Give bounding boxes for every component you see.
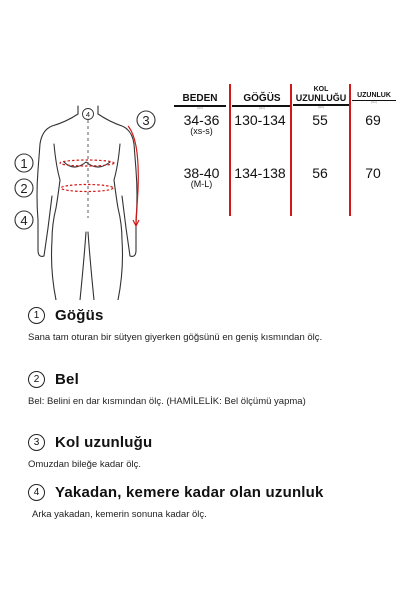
svg-text:4: 4 <box>85 110 91 119</box>
table-row-1-gogus: 130-134 <box>234 112 286 128</box>
table-row-2-uzunluk: 70 <box>365 165 381 181</box>
legend-item-kol-uzunlugu <box>28 434 398 472</box>
svg-text:3: 3 <box>142 113 150 128</box>
header-uzunluk: UZUNLUK (cm) <box>352 92 396 104</box>
legend-title: Bel <box>55 371 79 388</box>
legend-title: Yakadan, kemere kadar olan uzunluk <box>55 484 324 501</box>
body-figure <box>0 100 170 300</box>
legend-description: Arka yakadan, kemerin sonuna kadar ölç. <box>32 509 207 520</box>
legend-description: Omuzdan bileğe kadar ölç. <box>28 459 142 470</box>
svg-text:1: 1 <box>20 156 28 171</box>
body-silhouette-illustration <box>0 100 170 300</box>
legend-description: Bel: Belini en dar kısmından ölç. (HAMİLELİK: Bel ölçümü yapma) <box>28 396 306 407</box>
table-row-1-kol: 55 <box>312 112 328 128</box>
number-badge: 1 <box>28 307 45 324</box>
number-badge: 3 <box>28 434 45 451</box>
legend-item-gogus <box>28 307 398 345</box>
svg-text:2: 2 <box>20 181 28 196</box>
number-badge: 4 <box>28 484 45 501</box>
table-row-1-size: 34-36 (xs-s) <box>183 112 220 136</box>
table-row-2-kol: 56 <box>312 165 328 181</box>
table-row-1-uzunluk: 69 <box>365 112 381 128</box>
column-divider <box>290 84 292 216</box>
number-badge: 2 <box>28 371 45 388</box>
legend-title: Göğüs <box>55 307 104 324</box>
svg-text:4: 4 <box>20 213 28 228</box>
legend-item-bel <box>28 371 398 409</box>
header-kol-uzunlugu: KOL UZUNLUĞU (cm) <box>293 84 349 109</box>
header-beden: BEDEN (cm) <box>174 93 226 110</box>
legend-item-uzunluk <box>28 484 398 522</box>
column-divider <box>349 84 351 216</box>
column-divider <box>229 84 231 216</box>
table-row-2-gogus: 134-138 <box>234 165 286 181</box>
size-table <box>174 82 396 217</box>
header-gogus: GÖĞÜS (cm) <box>232 93 292 110</box>
legend-description: Sana tam oturan bir sütyen giyerken göğsünü en geniş kısmından ölç. <box>28 332 323 343</box>
legend-title: Kol uzunluğu <box>55 434 153 451</box>
table-row-2-size: 38-40 (M-L) <box>183 165 220 189</box>
